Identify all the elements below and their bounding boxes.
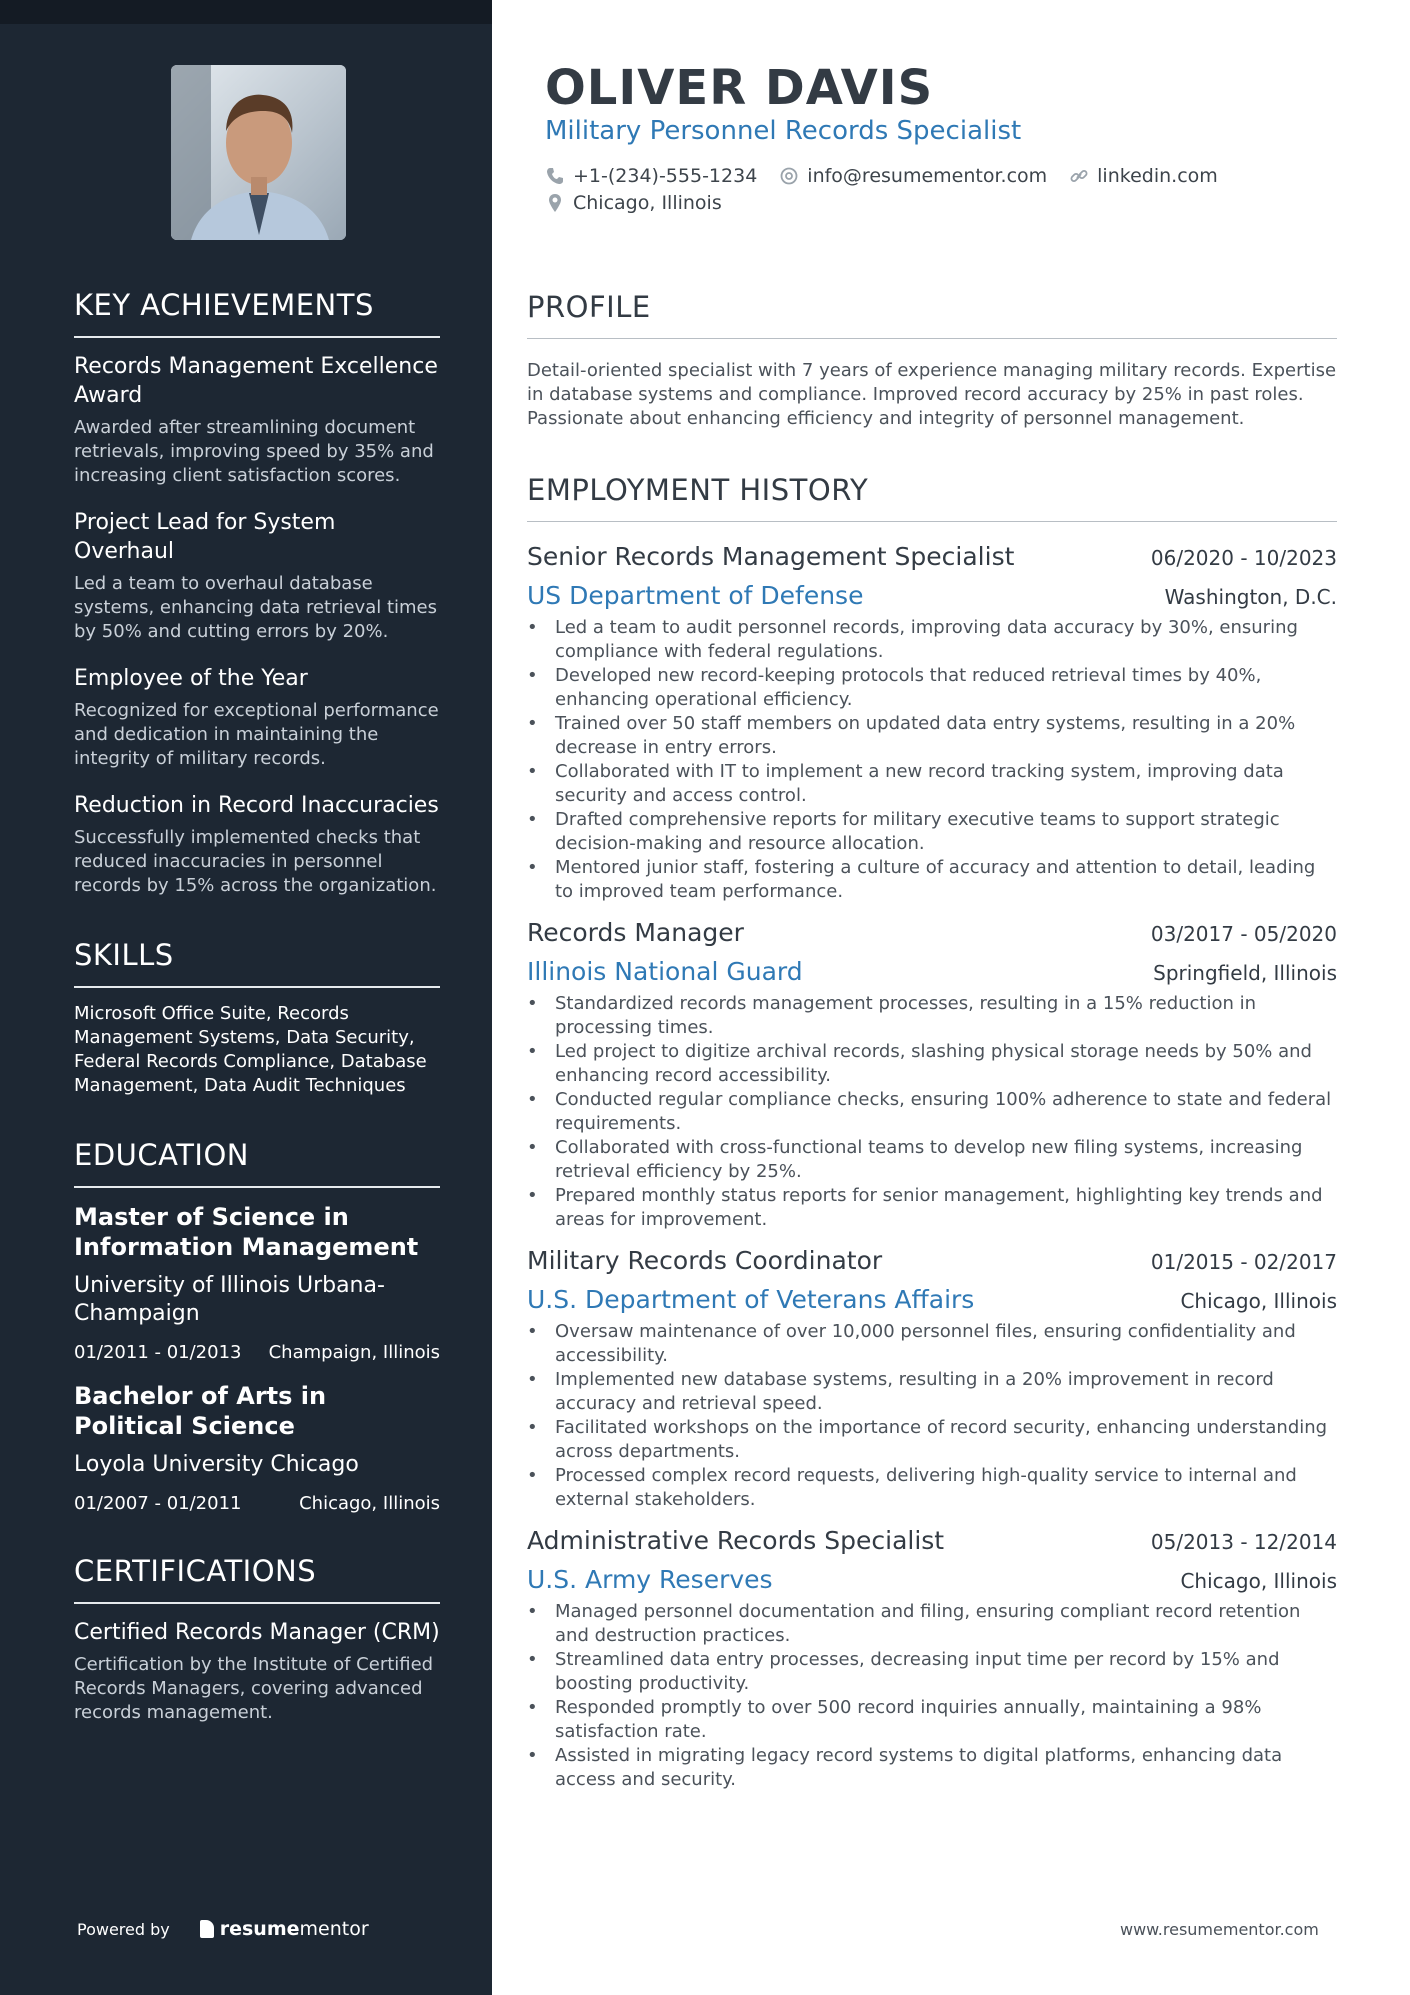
certification-item (74, 1618, 440, 1725)
job-company: U.S. Department of Veterans Affairs (527, 1285, 975, 1314)
job-location: Chicago, Illinois (1180, 1289, 1337, 1313)
job-title: Records Manager (527, 918, 744, 947)
job-bullet: • Mentored junior staff, fostering a culture of accuracy and attention to detail, leading to improved team performance. (527, 856, 1337, 904)
job-entry (527, 1526, 1337, 1792)
job-title: Administrative Records Specialist (527, 1526, 945, 1555)
achievement-desc: Awarded after streamlining document retrievals, improving speed by 35% and increasing client satisfaction scores. (74, 417, 434, 486)
certification-desc: Certification by the Institute of Certified Records Managers, covering advanced records management. (74, 1654, 434, 1723)
job-entry (527, 1246, 1337, 1512)
achievement-desc: Successfully implemented checks that reduced inaccuracies in personnel records by 15% across the organization. (74, 827, 437, 896)
achievement-item (74, 352, 440, 488)
education-meta (74, 1342, 440, 1363)
achievement-title: Employee of the Year (74, 666, 308, 691)
job-bullet: • Collaborated with cross-functional teams to develop new filing systems, increasing retrieval efficiency by 25%. (527, 1136, 1337, 1184)
job-bullet: • Implemented new database systems, resulting in a 20% improvement in record accuracy and retrieval speed. (527, 1368, 1337, 1416)
job-location: Chicago, Illinois (1180, 1569, 1337, 1593)
achievement-item (74, 791, 440, 898)
profile-summary: Detail-oriented specialist with 7 years of experience managing military records. Expertise in database systems and compliance. Improved record accuracy by 25% in past roles. Passionate about enhancing efficiency and integrity of personnel management. (527, 360, 1337, 429)
job-bullet: • Oversaw maintenance of over 10,000 personnel files, ensuring confidentiality and accessibility. (527, 1320, 1337, 1368)
job-location: Washington, D.C. (1164, 585, 1337, 609)
job-bullet: • Managed personnel documentation and filing, ensuring compliant record retention and destruction practices. (527, 1600, 1337, 1648)
achievement-title: Records Management Excellence Award (74, 354, 438, 408)
powered-by-label: Powered by (77, 1919, 170, 1939)
job-bullets (527, 1600, 1337, 1792)
job-bullet: • Developed new record-keeping protocols that reduced retrieval times by 40%, enhancing operational efficiency. (527, 664, 1337, 712)
education-heading: EDUCATION (74, 1138, 440, 1188)
footer-url[interactable]: www.resumementor.com (1120, 1920, 1319, 1939)
achievement-title: Project Lead for System Overhaul (74, 510, 336, 564)
skills-list: Microsoft Office Suite, Records Management Systems, Data Security, Federal Records Compliance, Database Management, Data Audit Techniques (74, 1003, 427, 1096)
powered-by (77, 1918, 369, 1940)
job-bullet: • Assisted in migrating legacy record systems to digital platforms, enhancing data access and security. (527, 1744, 1337, 1792)
brand-name-light: mentor (299, 1918, 369, 1940)
at-sign-icon (779, 166, 799, 186)
job-bullet: • Trained over 50 staff members on updated data entry systems, resulting in a 20% decrease in entry errors. (527, 712, 1337, 760)
phone-text: +1-(234)-555-1234 (573, 165, 758, 187)
job-bullet: • Led project to digitize archival records, slashing physical storage needs by 50% and enhancing record accessibility. (527, 1040, 1337, 1088)
job-bullet: • Prepared monthly status reports for senior management, highlighting key trends and areas for improvement. (527, 1184, 1337, 1232)
main-content (527, 290, 1337, 1806)
job-company: U.S. Army Reserves (527, 1565, 773, 1594)
certifications-heading: CERTIFICATIONS (74, 1554, 440, 1604)
job-bullet: • Standardized records management processes, resulting in a 15% reduction in processing times. (527, 992, 1337, 1040)
certification-title: Certified Records Manager (CRM) (74, 1620, 440, 1645)
brand-logo-icon (200, 1920, 214, 1938)
contact-row-location (545, 192, 744, 214)
education-location: Chicago, Illinois (299, 1493, 440, 1514)
candidate-name: OLIVER DAVIS (545, 60, 934, 116)
contact-linkedin[interactable] (1069, 165, 1218, 187)
job-bullets (527, 1320, 1337, 1512)
job-bullets (527, 616, 1337, 904)
education-dates: 01/2007 - 01/2011 (74, 1493, 242, 1514)
candidate-role: Military Personnel Records Specialist (545, 116, 1022, 146)
sidebar-content (74, 288, 440, 1725)
email-text: info@resumementor.com (807, 165, 1048, 187)
job-bullets (527, 992, 1337, 1232)
job-bullet: • Facilitated workshops on the importance of record security, enhancing understanding across departments. (527, 1416, 1337, 1464)
education-degree: Bachelor of Arts in Political Science (74, 1382, 327, 1440)
job-bullet: • Collaborated with IT to implement a new record tracking system, improving data security and access control. (527, 760, 1337, 808)
sidebar-top-strip (0, 0, 492, 24)
education-item (74, 1202, 440, 1363)
job-entry (527, 542, 1337, 904)
achievements-heading: KEY ACHIEVEMENTS (74, 288, 440, 338)
job-entry (527, 918, 1337, 1232)
brand-name-bold: resume (219, 1918, 300, 1940)
contact-phone[interactable] (545, 165, 757, 187)
education-meta (74, 1493, 440, 1514)
location-pin-icon (545, 193, 565, 213)
job-company: US Department of Defense (527, 581, 864, 610)
phone-icon (545, 166, 565, 186)
avatar-photo-icon (171, 65, 346, 240)
achievement-desc: Recognized for exceptional performance and dedication in maintaining the integrity of military records. (74, 700, 439, 769)
job-bullet: • Drafted comprehensive reports for military executive teams to support strategic decision-making and resource allocation. (527, 808, 1337, 856)
brand-logo[interactable] (200, 1918, 369, 1940)
education-school: University of Illinois Urbana-Champaign (74, 1273, 385, 1326)
education-school: Loyola University Chicago (74, 1452, 359, 1477)
contact-row (545, 165, 1240, 187)
job-bullet: • Streamlined data entry processes, decreasing input time per record by 15% and boosting productivity. (527, 1648, 1337, 1696)
job-bullet: • Conducted regular compliance checks, ensuring 100% adherence to state and federal requirements. (527, 1088, 1337, 1136)
profile-heading: PROFILE (527, 290, 1337, 339)
achievement-item (74, 508, 440, 644)
link-icon (1069, 166, 1089, 186)
job-title: Senior Records Management Specialist (527, 542, 1015, 571)
job-dates: 01/2015 - 02/2017 (1150, 1250, 1337, 1274)
job-bullet: • Responded promptly to over 500 record inquiries annually, maintaining a 98% satisfaction rate. (527, 1696, 1337, 1744)
linkedin-text: linkedin.com (1097, 165, 1218, 187)
achievement-title: Reduction in Record Inaccuracies (74, 793, 439, 818)
contact-email[interactable] (779, 165, 1047, 187)
job-dates: 05/2013 - 12/2014 (1150, 1530, 1337, 1554)
contact-location (545, 192, 722, 214)
education-degree: Master of Science in Information Management (74, 1203, 419, 1261)
job-bullet: • Led a team to audit personnel records, improving data accuracy by 30%, ensuring compliance with federal regulations. (527, 616, 1337, 664)
job-bullet: • Processed complex record requests, delivering high-quality service to internal and external stakeholders. (527, 1464, 1337, 1512)
job-location: Springfield, Illinois (1153, 961, 1337, 985)
job-company: Illinois National Guard (527, 957, 803, 986)
location-text: Chicago, Illinois (573, 192, 722, 214)
sidebar (0, 0, 492, 1995)
education-item (74, 1381, 440, 1514)
employment-heading: EMPLOYMENT HISTORY (527, 473, 1337, 522)
job-title: Military Records Coordinator (527, 1246, 883, 1275)
achievement-item (74, 664, 440, 771)
education-location: Champaign, Illinois (268, 1342, 440, 1363)
education-dates: 01/2011 - 01/2013 (74, 1342, 242, 1363)
achievement-desc: Led a team to overhaul database systems, enhancing data retrieval times by 50% and cutting errors by 20%. (74, 573, 438, 642)
profile-photo (171, 65, 346, 240)
job-dates: 03/2017 - 05/2020 (1150, 922, 1337, 946)
job-dates: 06/2020 - 10/2023 (1150, 546, 1337, 570)
skills-heading: SKILLS (74, 938, 440, 988)
